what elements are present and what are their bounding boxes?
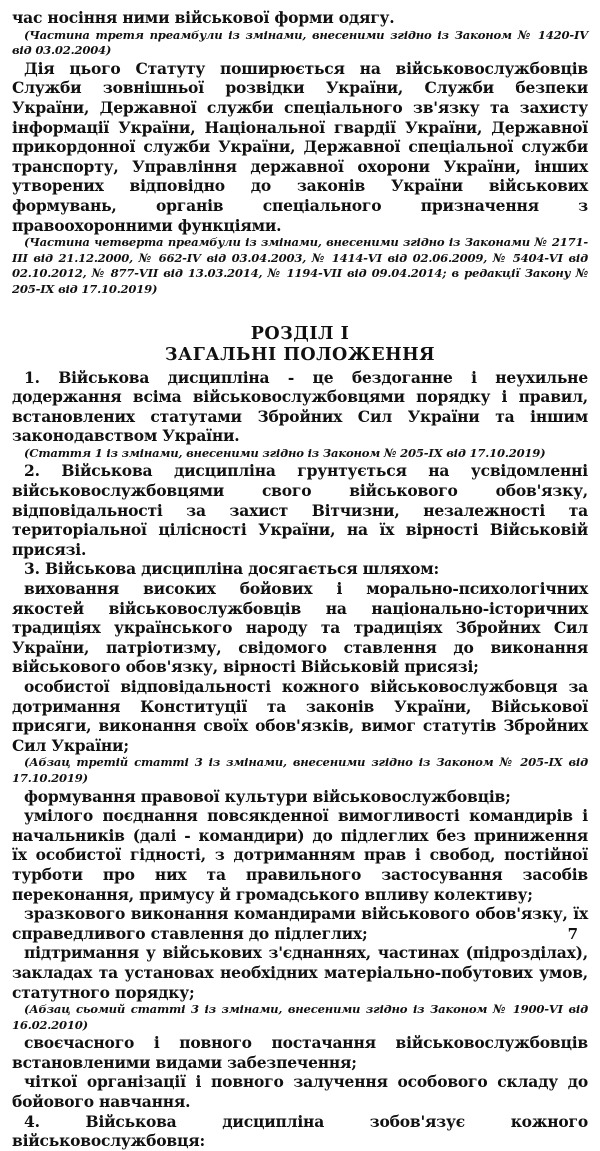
section-title: РОЗДІЛ І: [250, 323, 350, 344]
list-item: підтримання у військових з'єднаннях, частинах (підрозділах), закладах та установах необхідних матеріально-побутових умов, статутного порядку;: [12, 943, 588, 1002]
list-item: виховання високих бойових і морально-психологічних якостей військовослужбовців на національно-історичних традиціях українського народу та традиціях Збройних Сил України, патріотизму, свідомого ставлення до виконання військового обов'язку, вірності Військовій присязі;: [12, 579, 588, 677]
list-item: формування правової культури військовослужбовців;: [24, 786, 511, 806]
list-item: умілого поєднання повсякденної вимогливості командирів і начальників (далі - командири) до підлеглих без приниження їх особистої гідності, з дотриманням прав і свобод, постійної турботи про них та правильного застосування засобів переконання, примусу й громадського впливу колективу;: [12, 806, 588, 904]
spacer: [12, 298, 588, 324]
amendment-note: (Стаття 1 із змінами, внесеними згідно із Законом № 205-IX від 17.10.2019): [24, 445, 546, 460]
list-item: своєчасного і повного постачання військовослужбовців встановленими видами забезпечення;: [12, 1033, 588, 1072]
amendment-note: (Абзац сьомий статті 3 із змінами, внесеними згідно із Законом № 1900-VI від 16.02.2010): [12, 1002, 588, 1032]
amendment-note: (Частина третя преамбули із змінами, внесеними згідно із Законом № 1420-IV від 03.02.2004): [12, 27, 588, 58]
article-4: 4. Військова дисципліна зобов'язує кожного військовослужбовця:: [12, 1111, 588, 1151]
list-item: особистої відповідальності кожного військовослужбовця за дотримання Конституції та законів України, Військової присяги, виконання своїх обов'язків, вимог статутів Збройних Сил України;: [12, 677, 588, 755]
paragraph-uniform: час носіння ними військової форми одягу.: [12, 8, 395, 27]
article-3: 3. Військова дисципліна досягається шляхом:: [24, 559, 440, 579]
article-2: 2. Військова дисципліна грунтується на усвідомленні військовослужбовцями свого військового обов'язку, відповідальності за захист Вітчизни, незалежності та територіальної цілісності України, на їх вірності Військовій присязі.: [12, 461, 588, 559]
list-item: чіткої організації і повного залучення особового складу до бойового навчання.: [12, 1072, 588, 1112]
section-subtitle: ЗАГАЛЬНІ ПОЛОЖЕННЯ: [164, 344, 436, 365]
paragraph-scope: Дія цього Статуту поширюється на військовослужбовців Служби зовнішньої розвідки України, Служби безпеки України, Державної служби спеціального зв'язку та захисту інформації України, Національної гвардії України, Державної прикордонної служби України, Державної спеціальної служби транспорту, Управління державної охорони України, інших утворених відповідно до законів України військових формувань, органів спеціального призначення з правоохоронними функціями.: [12, 58, 588, 235]
amendment-note: (Абзац третій статті 3 із змінами, внесеними згідно із Законом № 205-IX від 17.10.2019): [12, 755, 588, 785]
amendment-note: (Частина четверта преамбули із змінами, внесеними згідно із Законами № 2171-III від 21.12.2000, № 662-IV від 03.04.2003, № 1414-VI від 02.06.2009, № 5404-VI від 02.10.2012, № 877-VII від 13.03.2014, № 1194-VII від 09.04.2014; в редакції Закону № 205-IX від 17.10.2019): [12, 235, 588, 296]
page-number: 7: [567, 925, 578, 943]
article-1: 1. Військова дисципліна - це бездоганне і неухильне додержання всіма військовослужбовцями порядку і правил, встановлених статутами Збройних Сил України та іншим законодавством України.: [12, 367, 588, 446]
list-item: зразкового виконання командирами військового обов'язку, їх справедливого ставлення до підлеглих;: [12, 904, 588, 943]
